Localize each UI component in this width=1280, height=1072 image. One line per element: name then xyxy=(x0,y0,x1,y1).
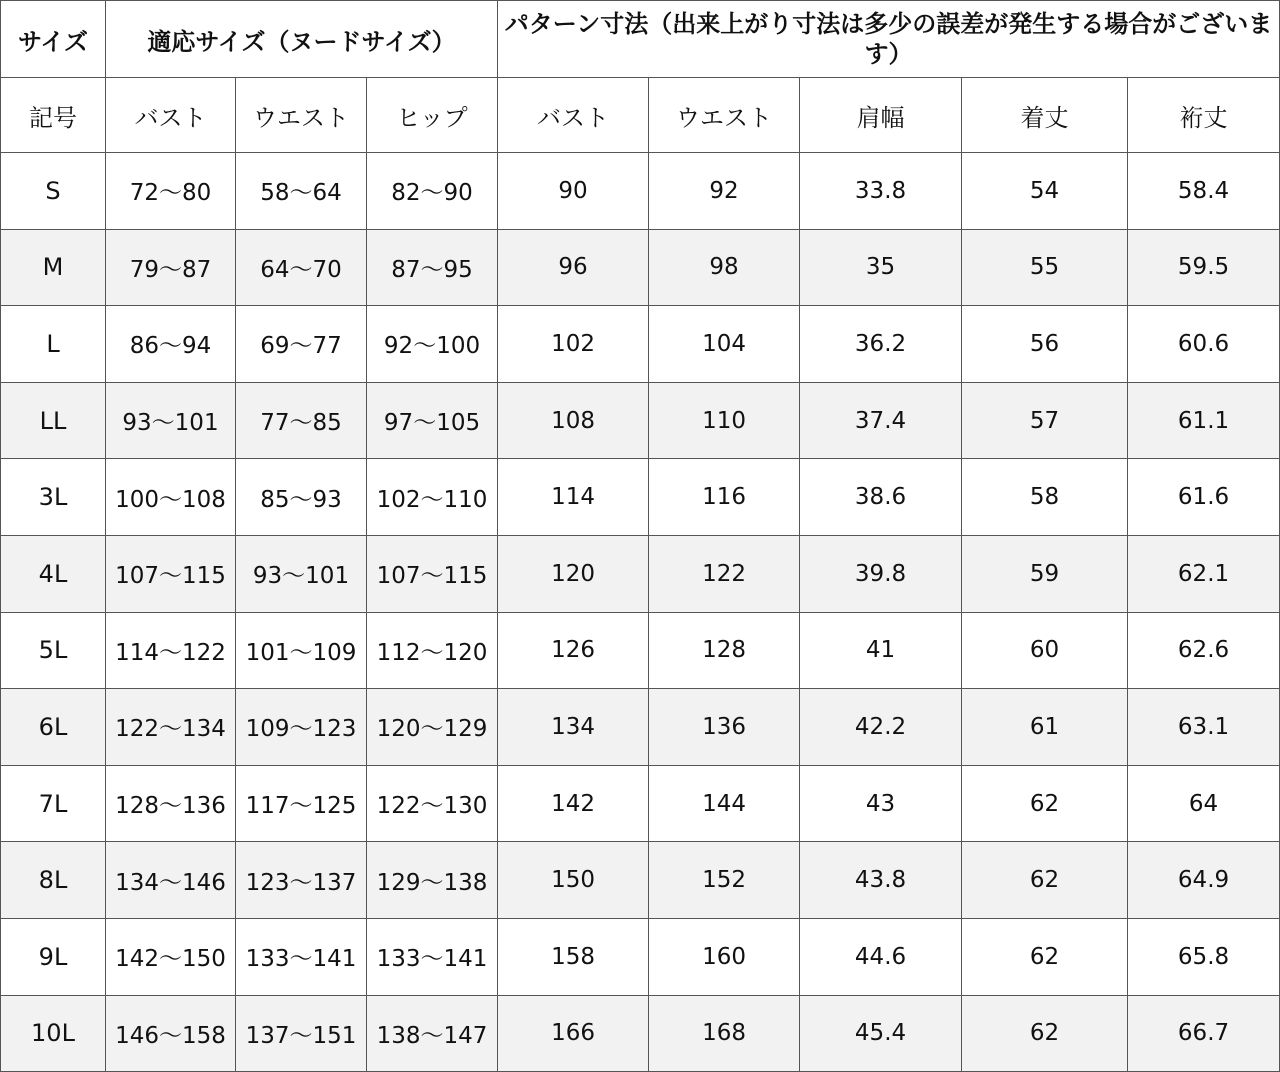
nude-bust-cell: 122～134 xyxy=(106,689,236,766)
pattern-bust-cell: 108 xyxy=(498,382,649,459)
length-cell: 60 xyxy=(962,612,1128,689)
size-code-cell: 10L xyxy=(1,995,106,1072)
nude-bust-cell: 107～115 xyxy=(106,535,236,612)
pattern-size-group-header: パターン寸法（出来上がり寸法は多少の誤差が発生する場合がございます） xyxy=(498,1,1280,78)
pattern-bust-cell: 102 xyxy=(498,306,649,383)
column-header-shoulder-width: 肩幅 xyxy=(800,78,962,153)
nude-bust-cell: 142～150 xyxy=(106,918,236,995)
sleeve-length-cell: 66.7 xyxy=(1128,995,1280,1072)
nude-bust-cell: 93～101 xyxy=(106,382,236,459)
nude-hip-cell: 112～120 xyxy=(367,612,498,689)
shoulder-width-cell: 36.2 xyxy=(800,306,962,383)
size-group-header: サイズ xyxy=(1,1,106,78)
column-header-pattern-bust: バスト xyxy=(498,78,649,153)
group-header-row xyxy=(1,1,1280,78)
length-cell: 62 xyxy=(962,842,1128,919)
size-code-cell: 8L xyxy=(1,842,106,919)
sleeve-length-cell: 61.6 xyxy=(1128,459,1280,536)
nude-waist-cell: 117～125 xyxy=(236,765,367,842)
size-code-cell: L xyxy=(1,306,106,383)
column-header-length: 着丈 xyxy=(962,78,1128,153)
nude-bust-cell: 79～87 xyxy=(106,229,236,306)
column-header-nude-waist: ウエスト xyxy=(236,78,367,153)
table-row xyxy=(1,918,1280,995)
column-header-code: 記号 xyxy=(1,78,106,153)
nude-waist-cell: 64～70 xyxy=(236,229,367,306)
nude-bust-cell: 146～158 xyxy=(106,995,236,1072)
length-cell: 56 xyxy=(962,306,1128,383)
table-row xyxy=(1,382,1280,459)
length-cell: 55 xyxy=(962,229,1128,306)
pattern-bust-cell: 90 xyxy=(498,153,649,230)
sleeve-length-cell: 64 xyxy=(1128,765,1280,842)
table-row xyxy=(1,535,1280,612)
pattern-waist-cell: 136 xyxy=(649,689,800,766)
pattern-bust-cell: 96 xyxy=(498,229,649,306)
pattern-waist-cell: 152 xyxy=(649,842,800,919)
nude-hip-cell: 102～110 xyxy=(367,459,498,536)
pattern-bust-cell: 120 xyxy=(498,535,649,612)
sleeve-length-cell: 60.6 xyxy=(1128,306,1280,383)
shoulder-width-cell: 43.8 xyxy=(800,842,962,919)
sleeve-length-cell: 64.9 xyxy=(1128,842,1280,919)
length-cell: 54 xyxy=(962,153,1128,230)
shoulder-width-cell: 39.8 xyxy=(800,535,962,612)
length-cell: 62 xyxy=(962,918,1128,995)
nude-bust-cell: 86～94 xyxy=(106,306,236,383)
sleeve-length-cell: 65.8 xyxy=(1128,918,1280,995)
nude-waist-cell: 69～77 xyxy=(236,306,367,383)
pattern-bust-cell: 114 xyxy=(498,459,649,536)
pattern-waist-cell: 98 xyxy=(649,229,800,306)
nude-waist-cell: 133～141 xyxy=(236,918,367,995)
size-code-cell: 6L xyxy=(1,689,106,766)
nude-hip-cell: 129～138 xyxy=(367,842,498,919)
sleeve-length-cell: 61.1 xyxy=(1128,382,1280,459)
nude-waist-cell: 93～101 xyxy=(236,535,367,612)
shoulder-width-cell: 41 xyxy=(800,612,962,689)
column-header-row xyxy=(1,78,1280,153)
column-header-sleeve-length: 裄丈 xyxy=(1128,78,1280,153)
pattern-bust-cell: 134 xyxy=(498,689,649,766)
nude-waist-cell: 123～137 xyxy=(236,842,367,919)
size-code-cell: 4L xyxy=(1,535,106,612)
table-row xyxy=(1,612,1280,689)
nude-hip-cell: 82～90 xyxy=(367,153,498,230)
nude-waist-cell: 109～123 xyxy=(236,689,367,766)
size-code-cell: 5L xyxy=(1,612,106,689)
pattern-bust-cell: 126 xyxy=(498,612,649,689)
size-code-cell: M xyxy=(1,229,106,306)
nude-bust-cell: 134～146 xyxy=(106,842,236,919)
table-row xyxy=(1,306,1280,383)
table-row xyxy=(1,689,1280,766)
shoulder-width-cell: 43 xyxy=(800,765,962,842)
nude-hip-cell: 120～129 xyxy=(367,689,498,766)
shoulder-width-cell: 42.2 xyxy=(800,689,962,766)
pattern-bust-cell: 166 xyxy=(498,995,649,1072)
pattern-waist-cell: 116 xyxy=(649,459,800,536)
nude-hip-cell: 92～100 xyxy=(367,306,498,383)
nude-hip-cell: 138～147 xyxy=(367,995,498,1072)
pattern-bust-cell: 150 xyxy=(498,842,649,919)
pattern-waist-cell: 160 xyxy=(649,918,800,995)
nude-bust-cell: 72～80 xyxy=(106,153,236,230)
shoulder-width-cell: 44.6 xyxy=(800,918,962,995)
size-code-cell: 3L xyxy=(1,459,106,536)
nude-size-group-header: 適応サイズ（ヌードサイズ） xyxy=(106,1,498,78)
sleeve-length-cell: 58.4 xyxy=(1128,153,1280,230)
sleeve-length-cell: 59.5 xyxy=(1128,229,1280,306)
column-header-nude-hip: ヒップ xyxy=(367,78,498,153)
table-row xyxy=(1,229,1280,306)
nude-waist-cell: 137～151 xyxy=(236,995,367,1072)
table-row xyxy=(1,765,1280,842)
nude-waist-cell: 101～109 xyxy=(236,612,367,689)
pattern-waist-cell: 128 xyxy=(649,612,800,689)
pattern-waist-cell: 144 xyxy=(649,765,800,842)
nude-waist-cell: 77～85 xyxy=(236,382,367,459)
pattern-bust-cell: 158 xyxy=(498,918,649,995)
table-row xyxy=(1,459,1280,536)
pattern-waist-cell: 92 xyxy=(649,153,800,230)
table-row xyxy=(1,995,1280,1072)
length-cell: 59 xyxy=(962,535,1128,612)
length-cell: 61 xyxy=(962,689,1128,766)
nude-bust-cell: 100～108 xyxy=(106,459,236,536)
size-code-cell: LL xyxy=(1,382,106,459)
sleeve-length-cell: 63.1 xyxy=(1128,689,1280,766)
shoulder-width-cell: 35 xyxy=(800,229,962,306)
nude-bust-cell: 114～122 xyxy=(106,612,236,689)
pattern-waist-cell: 104 xyxy=(649,306,800,383)
length-cell: 57 xyxy=(962,382,1128,459)
size-code-cell: S xyxy=(1,153,106,230)
length-cell: 62 xyxy=(962,765,1128,842)
nude-hip-cell: 107～115 xyxy=(367,535,498,612)
column-header-pattern-waist: ウエスト xyxy=(649,78,800,153)
nude-bust-cell: 128～136 xyxy=(106,765,236,842)
nude-waist-cell: 58～64 xyxy=(236,153,367,230)
shoulder-width-cell: 45.4 xyxy=(800,995,962,1072)
nude-hip-cell: 133～141 xyxy=(367,918,498,995)
size-code-cell: 9L xyxy=(1,918,106,995)
pattern-waist-cell: 168 xyxy=(649,995,800,1072)
shoulder-width-cell: 38.6 xyxy=(800,459,962,536)
nude-waist-cell: 85～93 xyxy=(236,459,367,536)
table-row xyxy=(1,153,1280,230)
length-cell: 58 xyxy=(962,459,1128,536)
sleeve-length-cell: 62.6 xyxy=(1128,612,1280,689)
table-row xyxy=(1,842,1280,919)
shoulder-width-cell: 33.8 xyxy=(800,153,962,230)
length-cell: 62 xyxy=(962,995,1128,1072)
shoulder-width-cell: 37.4 xyxy=(800,382,962,459)
nude-hip-cell: 122～130 xyxy=(367,765,498,842)
pattern-waist-cell: 110 xyxy=(649,382,800,459)
size-code-cell: 7L xyxy=(1,765,106,842)
sleeve-length-cell: 62.1 xyxy=(1128,535,1280,612)
pattern-waist-cell: 122 xyxy=(649,535,800,612)
pattern-bust-cell: 142 xyxy=(498,765,649,842)
nude-hip-cell: 87～95 xyxy=(367,229,498,306)
column-header-nude-bust: バスト xyxy=(106,78,236,153)
nude-hip-cell: 97～105 xyxy=(367,382,498,459)
